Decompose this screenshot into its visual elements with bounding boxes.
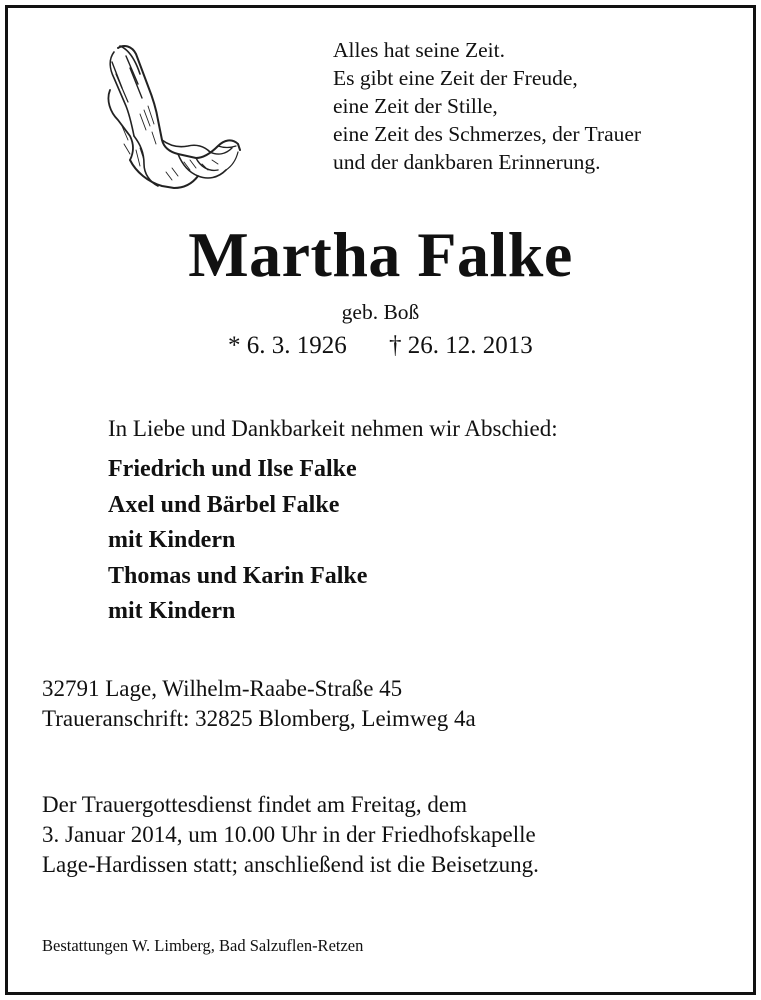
mourner: Thomas und Karin Falke	[108, 562, 368, 589]
undertaker-credit: Bestattungen W. Limberg, Bad Salzuflen-Retzen	[42, 936, 364, 955]
service-line: 3. Januar 2014, um 10.00 Uhr in der Friedhofskapelle	[42, 822, 536, 847]
birth-date: * 6. 3. 1926	[228, 332, 347, 359]
mourner: mit Kindern	[108, 527, 236, 553]
address-block	[42, 674, 476, 734]
praying-hands-icon	[100, 40, 250, 192]
service-info	[42, 790, 539, 880]
service-line: Lage-Hardissen statt; anschließend ist die Beisetzung.	[42, 852, 539, 877]
poem-line: Es gibt eine Zeit der Freude,	[333, 66, 578, 90]
maiden-name: geb. Boß	[341, 300, 420, 324]
poem-line: Alles hat seine Zeit.	[333, 38, 505, 62]
life-dates	[228, 330, 533, 362]
deceased-name: Martha Falke	[188, 219, 573, 290]
residence-address: 32791 Lage, Wilhelm-Raabe-Straße 45	[42, 676, 403, 701]
farewell-intro: In Liebe und Dankbarkeit nehmen wir Abschied:	[108, 416, 558, 441]
death-date: † 26. 12. 2013	[389, 332, 533, 359]
mourner: Friedrich und Ilse Falke	[108, 456, 357, 482]
mourners-list	[108, 452, 367, 630]
poem-line: eine Zeit des Schmerzes, der Trauer	[333, 122, 642, 146]
poem-line: und der dankbaren Erinnerung.	[333, 150, 601, 174]
mourning-address: Traueranschrift: 32825 Blomberg, Leimweg 4a	[42, 706, 476, 731]
service-line: Der Trauergottesdienst findet am Freitag, dem	[42, 792, 467, 817]
mourner: Axel und Bärbel Falke	[108, 491, 340, 518]
poem	[333, 36, 641, 176]
mourner: mit Kindern	[108, 598, 236, 624]
poem-line: eine Zeit der Stille,	[333, 94, 498, 118]
